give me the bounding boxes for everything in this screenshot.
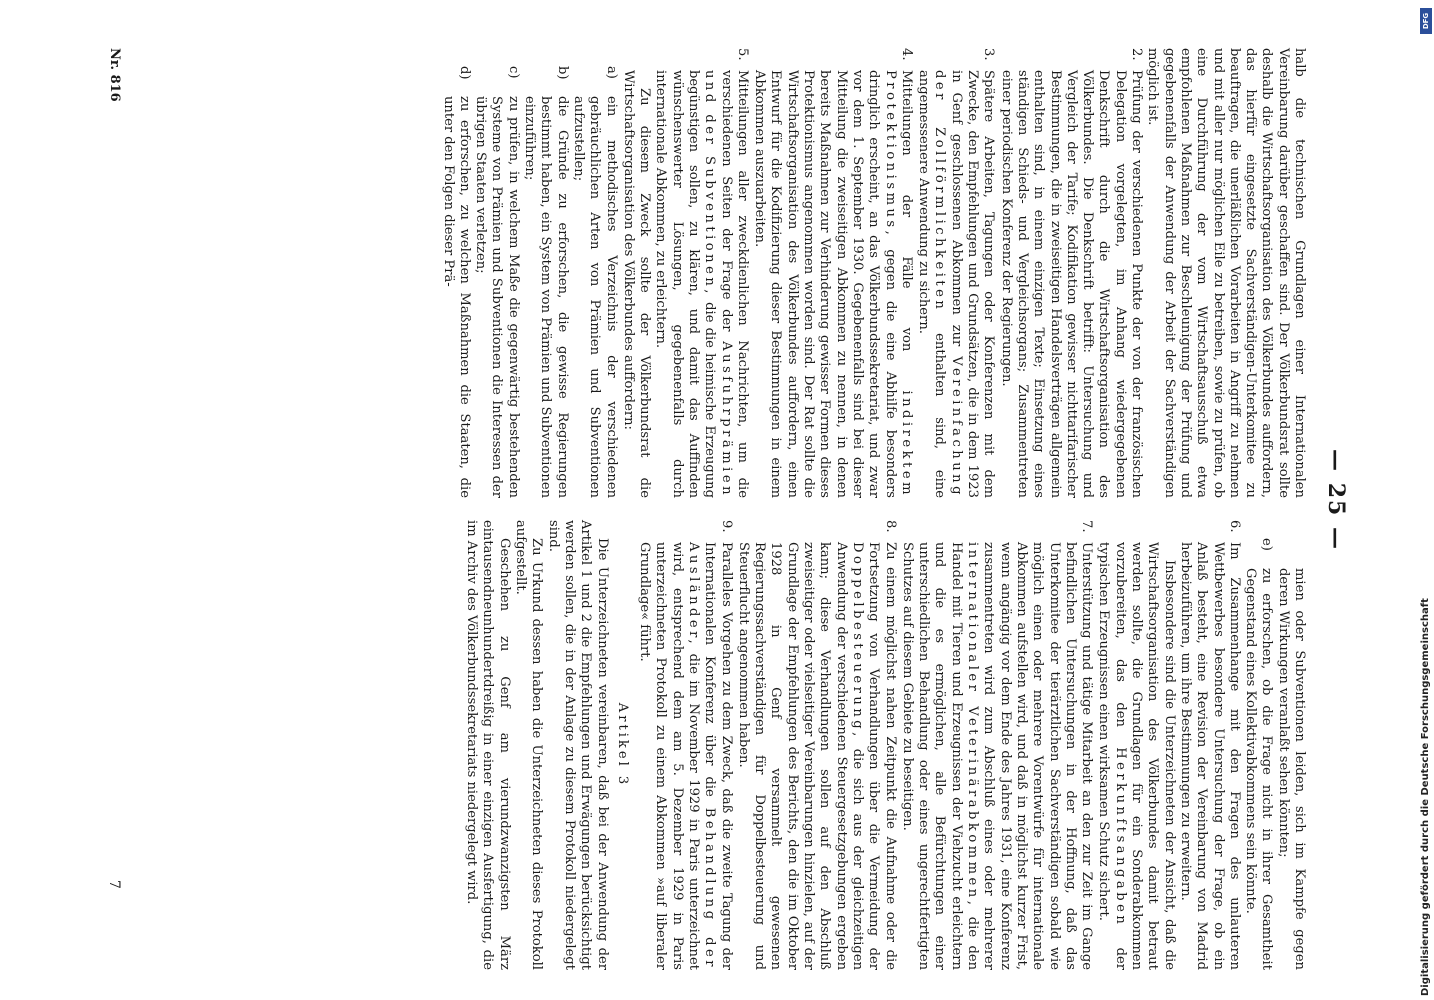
right-column: [463, 520, 1307, 970]
item-number: 9.: [718, 520, 734, 533]
item-number: 4.: [898, 48, 914, 61]
sub-item-b: [521, 66, 570, 498]
spaced-emphasis: Herkunftsangaben: [1112, 747, 1128, 928]
article-paragraph: Zu Urkund dessen haben die Unterzeichneten dieses Protokoll aufgestellt.: [513, 520, 545, 970]
sub-item-e: [1242, 538, 1275, 970]
sub-item-letter: a): [603, 66, 619, 79]
article-paragraph: Geschehen zu Genf am vierundzwanzigsten März eintausendneunhundertdreißig in einer einzigen Ausfertigung, die im Archiv des Völkerbundssekretariats niedergelegt wird.: [464, 520, 512, 970]
item-text: Mitteilungen der Fälle von: [898, 70, 914, 352]
dfg-logo: [1420, 8, 1432, 34]
sub-item-d: [439, 66, 472, 498]
item-paragraph: Zu diesem Zweck sollte der Völkerbundsrat die Wirtschaftsorganisation des Völkerbundes auffordern:: [620, 70, 653, 498]
left-column: [439, 48, 1307, 498]
sub-item-text: die Gründe zu erforschen, die gewisse Regierungen bestimmt haben, ein System von Prämien und Subventionen einzuführen;: [522, 96, 570, 498]
paragraph-continuation: mien oder Subventionen leiden, sich im Kampfe gegen deren Wirkungen veranlaßt sehen könnten;: [1275, 568, 1307, 970]
spaced-emphasis: Doppelbesteuerung,: [849, 542, 865, 740]
item-text: Prüfung der verschiedenen Punkte der von der französischen Delegation vorgelegten, im Anhang wiedergegebenen Denkschrift durch die Wirtschaftsorganisation des Völkerbundes. Die Denkschrift betrifft: Untersuchung und Vergleich der Tarife; Kodifikation gewisser nichttarifarischer Bestimmungen, die in zweiseitigen Handelsverträgen allgemein enthalten sind, in einem einzigen Texte; Einsetzung eines ständigen Schieds- und Vergleichsorgans; Zusammentreten einer periodischen Konferenz der Regierungen.: [998, 70, 1145, 498]
item-text: der typischen Erzeugnissen einen wirksamen Schutz sichert.: [1096, 542, 1128, 970]
digitization-credit: Digitalisierung gefördert durch die Deutsche Forschungsgemeinschaft: [1420, 598, 1431, 996]
sub-item-a: [570, 66, 619, 498]
item-text: die im November 1929 in Paris unterzeichnet wird, entsprechend dem am 5. Dezember 1929 in Paris unterzeichneten Protokoll zu einem Abkommen »auf liberaler Grundlage« führt.: [637, 542, 702, 970]
sub-item-text: ein methodisches Verzeichnis der verschiedenen gebräuchlichen Arten von Prämien und Subventionen aufzustellen;: [570, 96, 619, 498]
item-text: die den Handel mit Tieren und Erzeugnissen der Viehzucht erleichtern und die es ermöglichen, alle Befürchtungen einer unterschiedlichen Behandlung oder eines ungerechtfertigten Schutzes auf diesem Gebiete zu beseitigen.: [899, 542, 981, 971]
page-number: — 25 —: [1323, 449, 1349, 551]
paragraph-intro: halb die technischen Grundlagen einer Internationalen Vereinbarung darüber geschaffen sind. Der Völkerbundsrat sollte deshalb die Wirtschaftsorganisation des Völkerbundes auffordern, das hierfür eingesetzte Sachverständigen-Unterkomitee zu beauftragen, die unerläßlichen Vorarbeiten in Angriff zu nehmen und mit aller nur möglichen Eile zu betreiben, sowie zu prüfen, ob eine Durchführung der vom Wirtschaftsausschuß etwa empfohlenen Maßnahmen zur Beschleunigung der Prüfung und gegebenenfalls der Anwendung der Arbeit der Sachverständigen möglich ist.: [1145, 48, 1307, 498]
item-text: die die heimische Erzeugung begünstigen sollen, zu klären, und damit das Auffinden wünschenswerter Lösungen, gegebenenfalls durch internationale Abkommen, zu erleichtern.: [653, 70, 718, 498]
item-number: 3.: [981, 48, 997, 61]
item-number: 5.: [734, 48, 750, 61]
spaced-emphasis: Vereinfachung der Zollförmlichkeiten: [932, 70, 964, 498]
sub-item-c: [472, 66, 521, 498]
item-text: Spätere Arbeiten, Tagungen oder Konferenzen mit dem Zwecke, den Empfehlungen und Grundsätzen, die in dem 1923 in Genf geschlossenen Abkommen zur: [948, 70, 997, 498]
list-item-2: [997, 48, 1144, 498]
document-number: Nr. 816: [107, 48, 122, 102]
list-item-6: [1095, 520, 1242, 970]
item-text: Zu einem möglichst nahen Zeitpunkt die Aufnahme oder die Fortsetzung von Verhandlungen über die Vermeidung der: [866, 542, 898, 970]
spaced-emphasis: internationaler Veterinärabkommen,: [965, 542, 981, 909]
list-item-8: [735, 520, 898, 970]
sub-item-letter: e): [1259, 538, 1275, 551]
dfg-logo-text: DFG: [1422, 12, 1430, 30]
item-text: gegen die eine Abhilfe besonders dringlich erscheint, an das Völkerbundssekretariat, und zwar vor dem 1. September 1930. Gegebenenfalls sind bei dieser Mitteilung die zweiseitigen Abkommen zu nennen, in denen bereits Maßnahmen zur Verhinderung gewisser Formen dieses Protektionismus angenommen worden sind. Der Rat sollte die Wirtschaftsorganisation des Völkerbundes auffordern, einen Entwurf für die Kodifizierung dieser Bestimmungen in einem Abkommen auszuarbeiten.: [752, 70, 898, 498]
item-text: Paralleles Vorgehen zu dem Zweck, daß die zweite Tagung der Internationalen Konferenz über die: [702, 542, 734, 970]
item-text: Unterstützung und tätige Mitarbeit an den zur Zeit im Gange befindlichen Untersuchungen in der Hoffnung, daß das Unterkomitee der tierärztlichen Sachverständigen sobald wie möglich einen oder mehrere Vorentwürfe für internationale Abkommen aufstellen wird, und daß in möglichst kurzer Frist, wenn angängig vor dem Ende des Jahres 1931, eine Konferenz zusammentreten wird zum Abschluß eines oder mehrerer: [981, 542, 1095, 970]
item-paragraph: Im Zusammenhange mit den Fragen des unlauteren Wettbewerbes besondere Untersuchung der Frage, ob ein Anlaß besteht, eine Revision der Vereinbarung von Madrid herbeizuführen, um ihre Bestimmungen zu erweitern.: [1177, 542, 1242, 970]
sub-item-letter: b): [554, 66, 570, 80]
list-item-9: [636, 520, 734, 970]
article-heading: Artikel 3: [614, 702, 630, 788]
sub-item-letter: d): [456, 66, 472, 80]
list-item-5: [620, 48, 750, 498]
list-item-4: [751, 48, 914, 498]
item-number: 8.: [882, 520, 898, 533]
spaced-emphasis: Ausfuhrprämien und der Subventionen,: [702, 70, 734, 498]
item-text: die sich aus der gleichzeitigen Anwendung der verschiedenen Steuergesetzgebungen ergeben kann; diese Verhandlungen sollen auf den Abschluß zweiseitiger oder vielseitiger Vereinbarungen hinzielen, auf der Grundlage der Empfehlungen des Berichts, den die im Oktober 1928 in Genf versammelt gewesenen Regierungssachverständigen für Doppelbesteuerung und Steuerflucht angenommen haben.: [735, 542, 865, 970]
item-text: Insbesondere sind die Unterzeichneten der Ansicht, daß die Wirtschaftsorganisation des Völkerbundes damit betraut werden sollte, die Grundlagen für ein Sonderabkommen vorzubereiten, das den: [1112, 542, 1177, 970]
item-number: 7.: [1079, 520, 1095, 533]
sub-item-text: zu prüfen, in welchem Maße die gegenwärtig bestehenden Systeme von Prämien und Subventionen die Interessen der übrigen Staaten verletzen;: [473, 96, 521, 498]
sub-item-letter: c): [505, 66, 521, 79]
sub-item-text: zu erforschen, zu welchen Maßnahmen die Staaten, die unter den Folgen dieser Prä-: [440, 96, 472, 498]
list-item-7: [899, 520, 1095, 970]
rotated-document-page: [67, 0, 1367, 1000]
article-paragraph: Die Unterzeichneten vereinbaren, daß bei der Anwendung der Artikel 1 und 2 die Empfehlungen und Erwägungen berücksichtigt werden sollen, die in der Anlage zu diesem Protokoll niedergelegt sind.: [545, 520, 610, 970]
sheet-number: 7: [106, 880, 122, 889]
spaced-emphasis: Behandlung der Ausländer,: [686, 542, 718, 970]
item-number: 6.: [1226, 520, 1242, 533]
list-item-3: [915, 48, 996, 498]
sub-item-text: zu erforschen, ob die Frage nicht in ihrer Gesamtheit Gegenstand eines Kollektivabkommens sein könnte.: [1243, 568, 1275, 970]
item-paragraph: [1095, 542, 1176, 970]
item-text: Mitteilungen aller zweckdienlichen Nachrichten, um die verschiedenen Seiten der Frage der: [718, 70, 750, 498]
item-number: 2.: [1129, 48, 1145, 61]
item-text: enthalten sind, eine angemessenere Anwendung zu sichern.: [916, 70, 948, 498]
spaced-emphasis: indirektem Protektionismus,: [882, 70, 914, 498]
